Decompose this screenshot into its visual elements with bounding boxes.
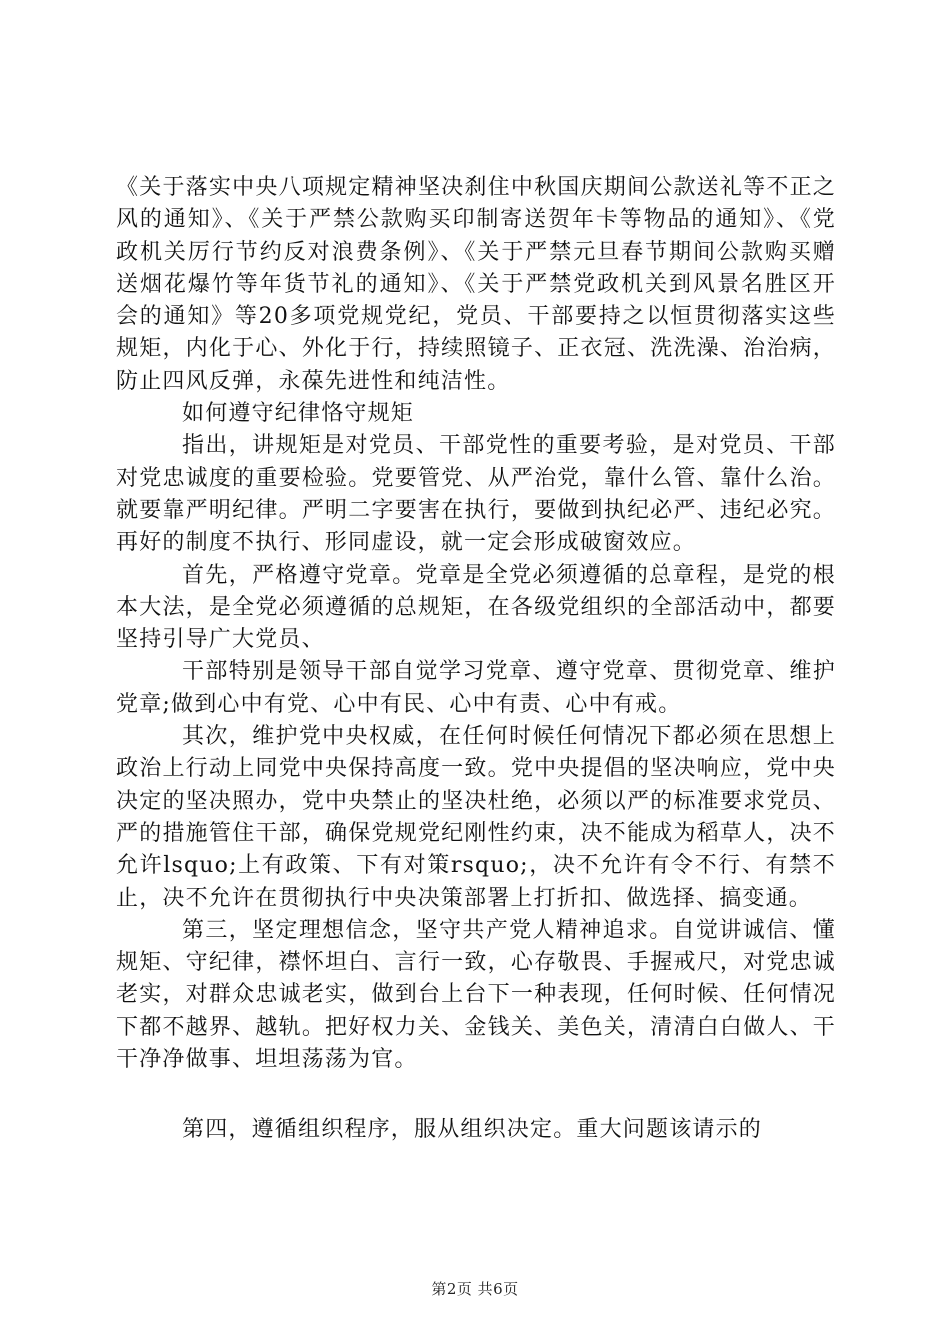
paragraph-second-point: 其次，维护党中央权威，在任何时候任何情况下都必须在思想上政治上行动上同党中央保持高度一致。党中央提倡的坚决响应，党中央决定的坚决照办，党中央禁止的坚决杜绝，必须以严的标准要求党员、严的措施管住干部，确保党规党纪刚性约束，决不能成为稻草人，决不允许lsquo;上有政策、下有对策rsquo;，决不允许有令不行、有禁不止，决不允许在贯彻执行中央决策部署上打折扣、做选择、搞变通。 <box>116 724 836 911</box>
paragraph-regulations-list: 《关于落实中央八项规定精神坚决刹住中秋国庆期间公款送礼等不正之风的通知》、《关于严禁公款购买印制寄送贺年卡等物品的通知》、《党政机关厉行节约反对浪费条例》、《关于严禁元旦春节期间公款购买赠送烟花爆竹等年货节礼的通知》、《关于严禁党政机关到风景名胜区开会的通知》等20多项党规党纪，党员、干部要持之以恒贯彻落实这些规矩，内化于心、外化于行，持续照镜子、正衣冠、洗洗澡、治治病，防止四风反弹，永葆先进性和纯洁性。 <box>116 175 836 394</box>
paragraph-rules-importance: 指出，讲规矩是对党员、干部党性的重要考验，是对党员、干部对党忠诚度的重要检验。党要管党、从严治党，靠什么管、靠什么治。就要靠严明纪律。严明二字要害在执行，要做到执纪必严、违纪必究。再好的制度不执行、形同虚设，就一定会形成破窗效应。 <box>116 433 836 556</box>
paragraph-first-point-continued: 干部特别是领导干部自觉学习党章、遵守党章、贯彻党章、维护党章;做到心中有党、心中有民、心中有责、心中有戒。 <box>116 659 836 717</box>
page-number-footer: 第2页 共6页 <box>431 1280 519 1298</box>
section-heading: 如何遵守纪律恪守规矩 <box>182 401 415 427</box>
paragraph-first-point: 首先，严格遵守党章。党章是全党必须遵循的总章程，是党的根本大法，是全党必须遵循的总规矩，在各级党组织的全部活动中，都要坚持引导广大党员、 <box>116 562 836 653</box>
paragraph-third-point: 第三，坚定理想信念，坚守共产党人精神追求。自觉讲诚信、懂规矩、守纪律，襟怀坦白、言行一致，心存敬畏、手握戒尺，对党忠诚老实，对群众忠诚老实，做到台上台下一种表现，任何时候、任何情况下都不越界、越轨。把好权力关、金钱关、美色关，清清白白做人、干干净净做事、坦坦荡荡为官。 <box>116 917 836 1073</box>
paragraph-fourth-point: 第四，遵循组织程序，服从组织决定。重大问题该请示的 <box>182 1117 763 1143</box>
document-body <box>116 172 836 1147</box>
